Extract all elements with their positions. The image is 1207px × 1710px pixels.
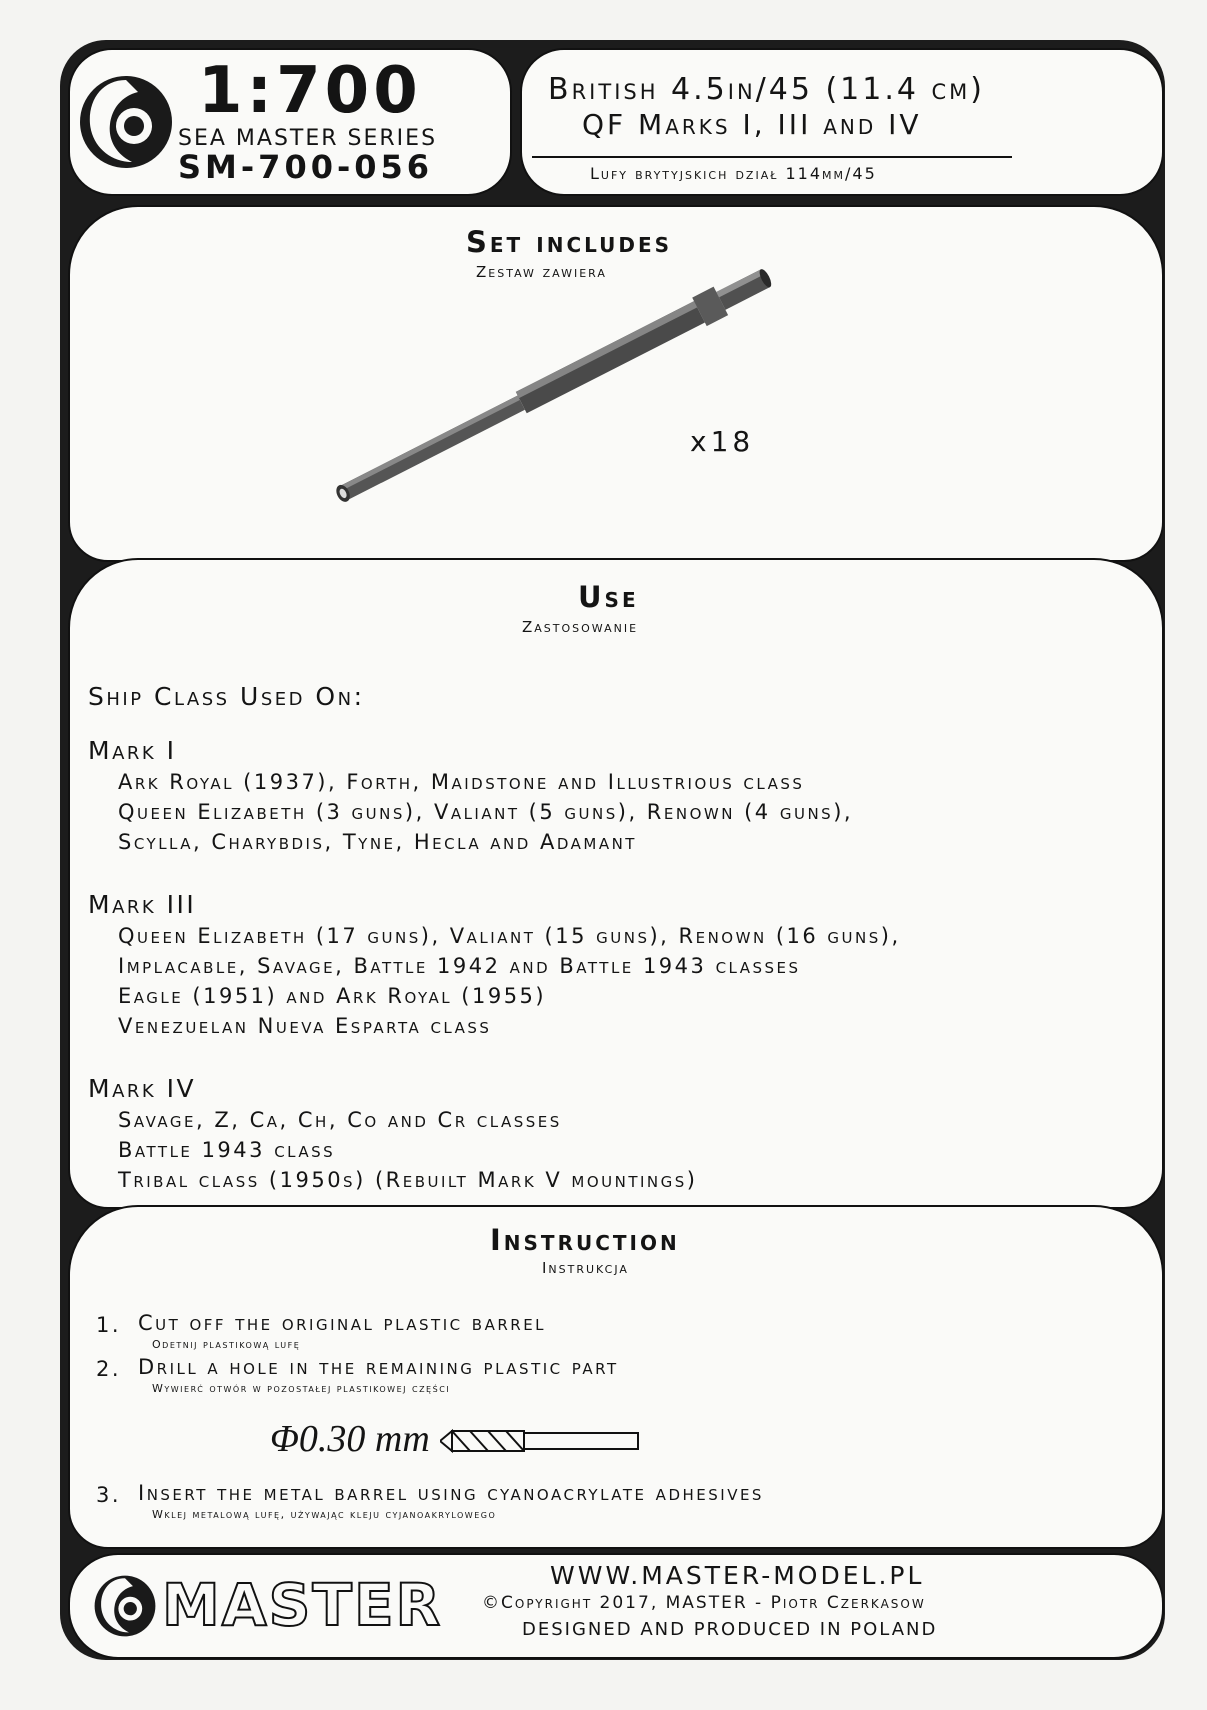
mark-line: Savage, Z, Ca, Ch, Co and Cr classes [118, 1108, 562, 1132]
set-includes-section [68, 205, 1164, 562]
product-title-line1: British 4.5in/45 (11.4 cm) [548, 72, 985, 107]
step-text: Insert the metal barrel using cyanoacrylate adhesives [138, 1481, 764, 1505]
product-code: SM-700-056 [178, 148, 434, 186]
header-right-panel [520, 48, 1164, 196]
brand-wordmark: MASTER [162, 1571, 443, 1639]
title-divider [532, 156, 1012, 158]
step-text: Drill a hole in the remaining plastic part [138, 1355, 619, 1379]
mark-line: Implacable, Savage, Battle 1942 and Battle 1943 classes [118, 954, 801, 978]
product-title-line2: QF Marks I, III and IV [582, 108, 922, 141]
mark-line: Venezuelan Nueva Esparta class [118, 1014, 492, 1038]
drill-size-label: Φ0.30 mm [270, 1418, 430, 1460]
drill-bit-icon [440, 1427, 640, 1455]
master-logo-small-icon [90, 1569, 160, 1643]
step-text: Cut off the original plastic barrel [138, 1311, 547, 1335]
mark-heading: Mark I [88, 736, 177, 765]
gun-barrel-image [298, 269, 798, 509]
step-text-pl: Odetnij plastikową lufę [152, 1338, 301, 1351]
product-title-pl: Lufy brytyjskich dział 114mm/45 [590, 164, 877, 183]
mark-line: Queen Elizabeth (17 guns), Valiant (15 guns), Renown (16 guns), [118, 924, 901, 948]
instruction-title: Instruction [490, 1223, 680, 1257]
step-text-pl: Wklej metalową lufę, używając kleju cyjanoakrylowego [152, 1508, 497, 1521]
mark-line: Battle 1943 class [118, 1138, 336, 1162]
use-section [68, 558, 1164, 1209]
use-title-pl: Zastosowanie [522, 618, 639, 636]
step-number: 1. [96, 1313, 122, 1337]
mark-line: Ark Royal (1937), Forth, Maidstone and Illustrious class [118, 770, 805, 794]
copyright-text: ©Copyright 2017, MASTER - Piotr Czerkasow [482, 1593, 926, 1613]
mark-line: Tribal class (1950s) (Rebuilt Mark V mountings) [118, 1168, 698, 1192]
ship-class-heading: Ship Class Used On: [88, 682, 365, 711]
instruction-section [68, 1205, 1164, 1549]
quantity-label: x18 [690, 425, 755, 458]
mark-line: Scylla, Charybdis, Tyne, Hecla and Adamant [118, 830, 637, 854]
website-url[interactable]: WWW.MASTER-MODEL.PL [550, 1561, 925, 1590]
step-number: 2. [96, 1357, 122, 1381]
step-number: 3. [96, 1483, 122, 1507]
footer-panel [68, 1553, 1164, 1659]
instruction-title-pl: Instrukcja [542, 1259, 629, 1277]
use-title: Use [578, 580, 639, 614]
designed-text: DESIGNED AND PRODUCED IN POLAND [522, 1619, 938, 1640]
series-label: SEA MASTER SERIES [178, 126, 438, 151]
set-includes-title: Set includes [466, 225, 673, 259]
master-logo-icon [76, 66, 176, 178]
mark-heading: Mark IV [88, 1074, 197, 1103]
mark-line: Eagle (1951) and Ark Royal (1955) [118, 984, 547, 1008]
header-left-panel [68, 48, 512, 196]
mark-line: Queen Elizabeth (3 guns), Valiant (5 guns), Renown (4 guns), [118, 800, 854, 824]
set-includes-title-pl: Zestaw zawiera [476, 263, 607, 281]
scale-label: 1:700 [198, 54, 422, 128]
step-text-pl: Wywierć otwór w pozostałej plastikowej części [152, 1382, 451, 1395]
mark-heading: Mark III [88, 890, 197, 919]
